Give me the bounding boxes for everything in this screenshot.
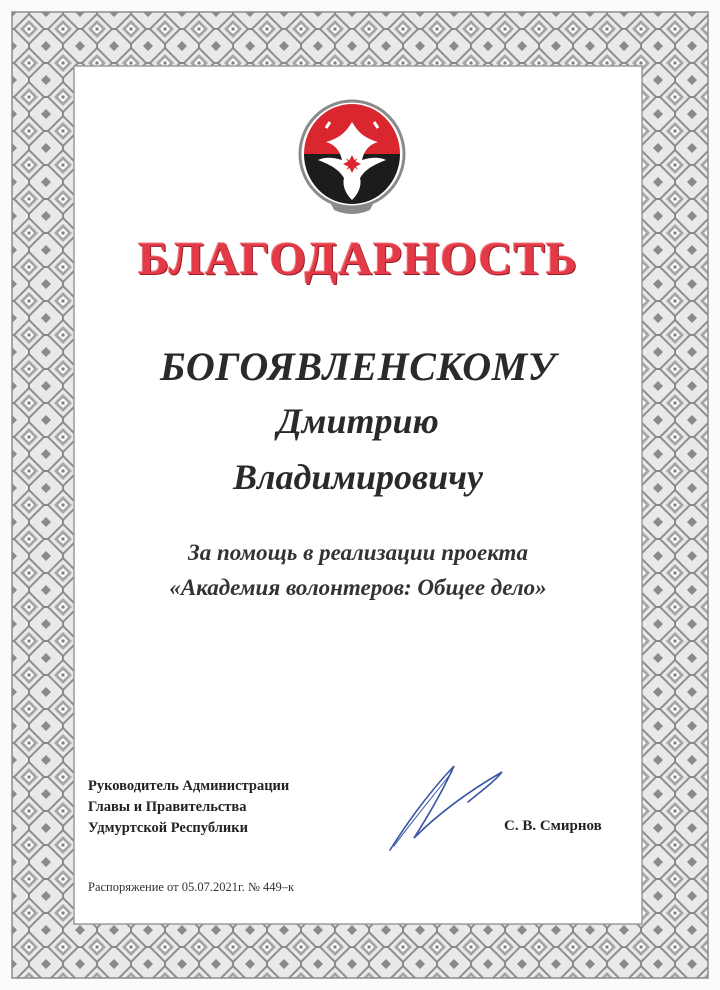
reason-line-2: «Академия волонтеров: Общее дело» — [169, 575, 547, 600]
recipient-name: Дмитрию — [277, 401, 439, 441]
order-reference: Распоряжение от 05.07.2021г. № 449–к — [88, 880, 295, 894]
reason-line-1: За помощь в реализации проекта — [188, 540, 528, 565]
recipient-patronymic: Владимировичу — [232, 457, 484, 497]
document-title: БЛАГОДАРНОСТЬ — [138, 233, 578, 285]
signer-position — [88, 776, 289, 839]
signer-name: С. В. Смирнов — [504, 818, 602, 834]
signature-icon — [384, 758, 534, 858]
signer-position-line-3: Удмуртской Республики — [88, 820, 248, 836]
coat-of-arms-icon — [296, 98, 408, 218]
signer-position-line-2: Главы и Правительства — [88, 799, 247, 815]
signer-position-line-1: Руководитель Администрации — [88, 778, 290, 794]
recipient-surname: БОГОЯВЛЕНСКОМУ — [160, 344, 556, 389]
